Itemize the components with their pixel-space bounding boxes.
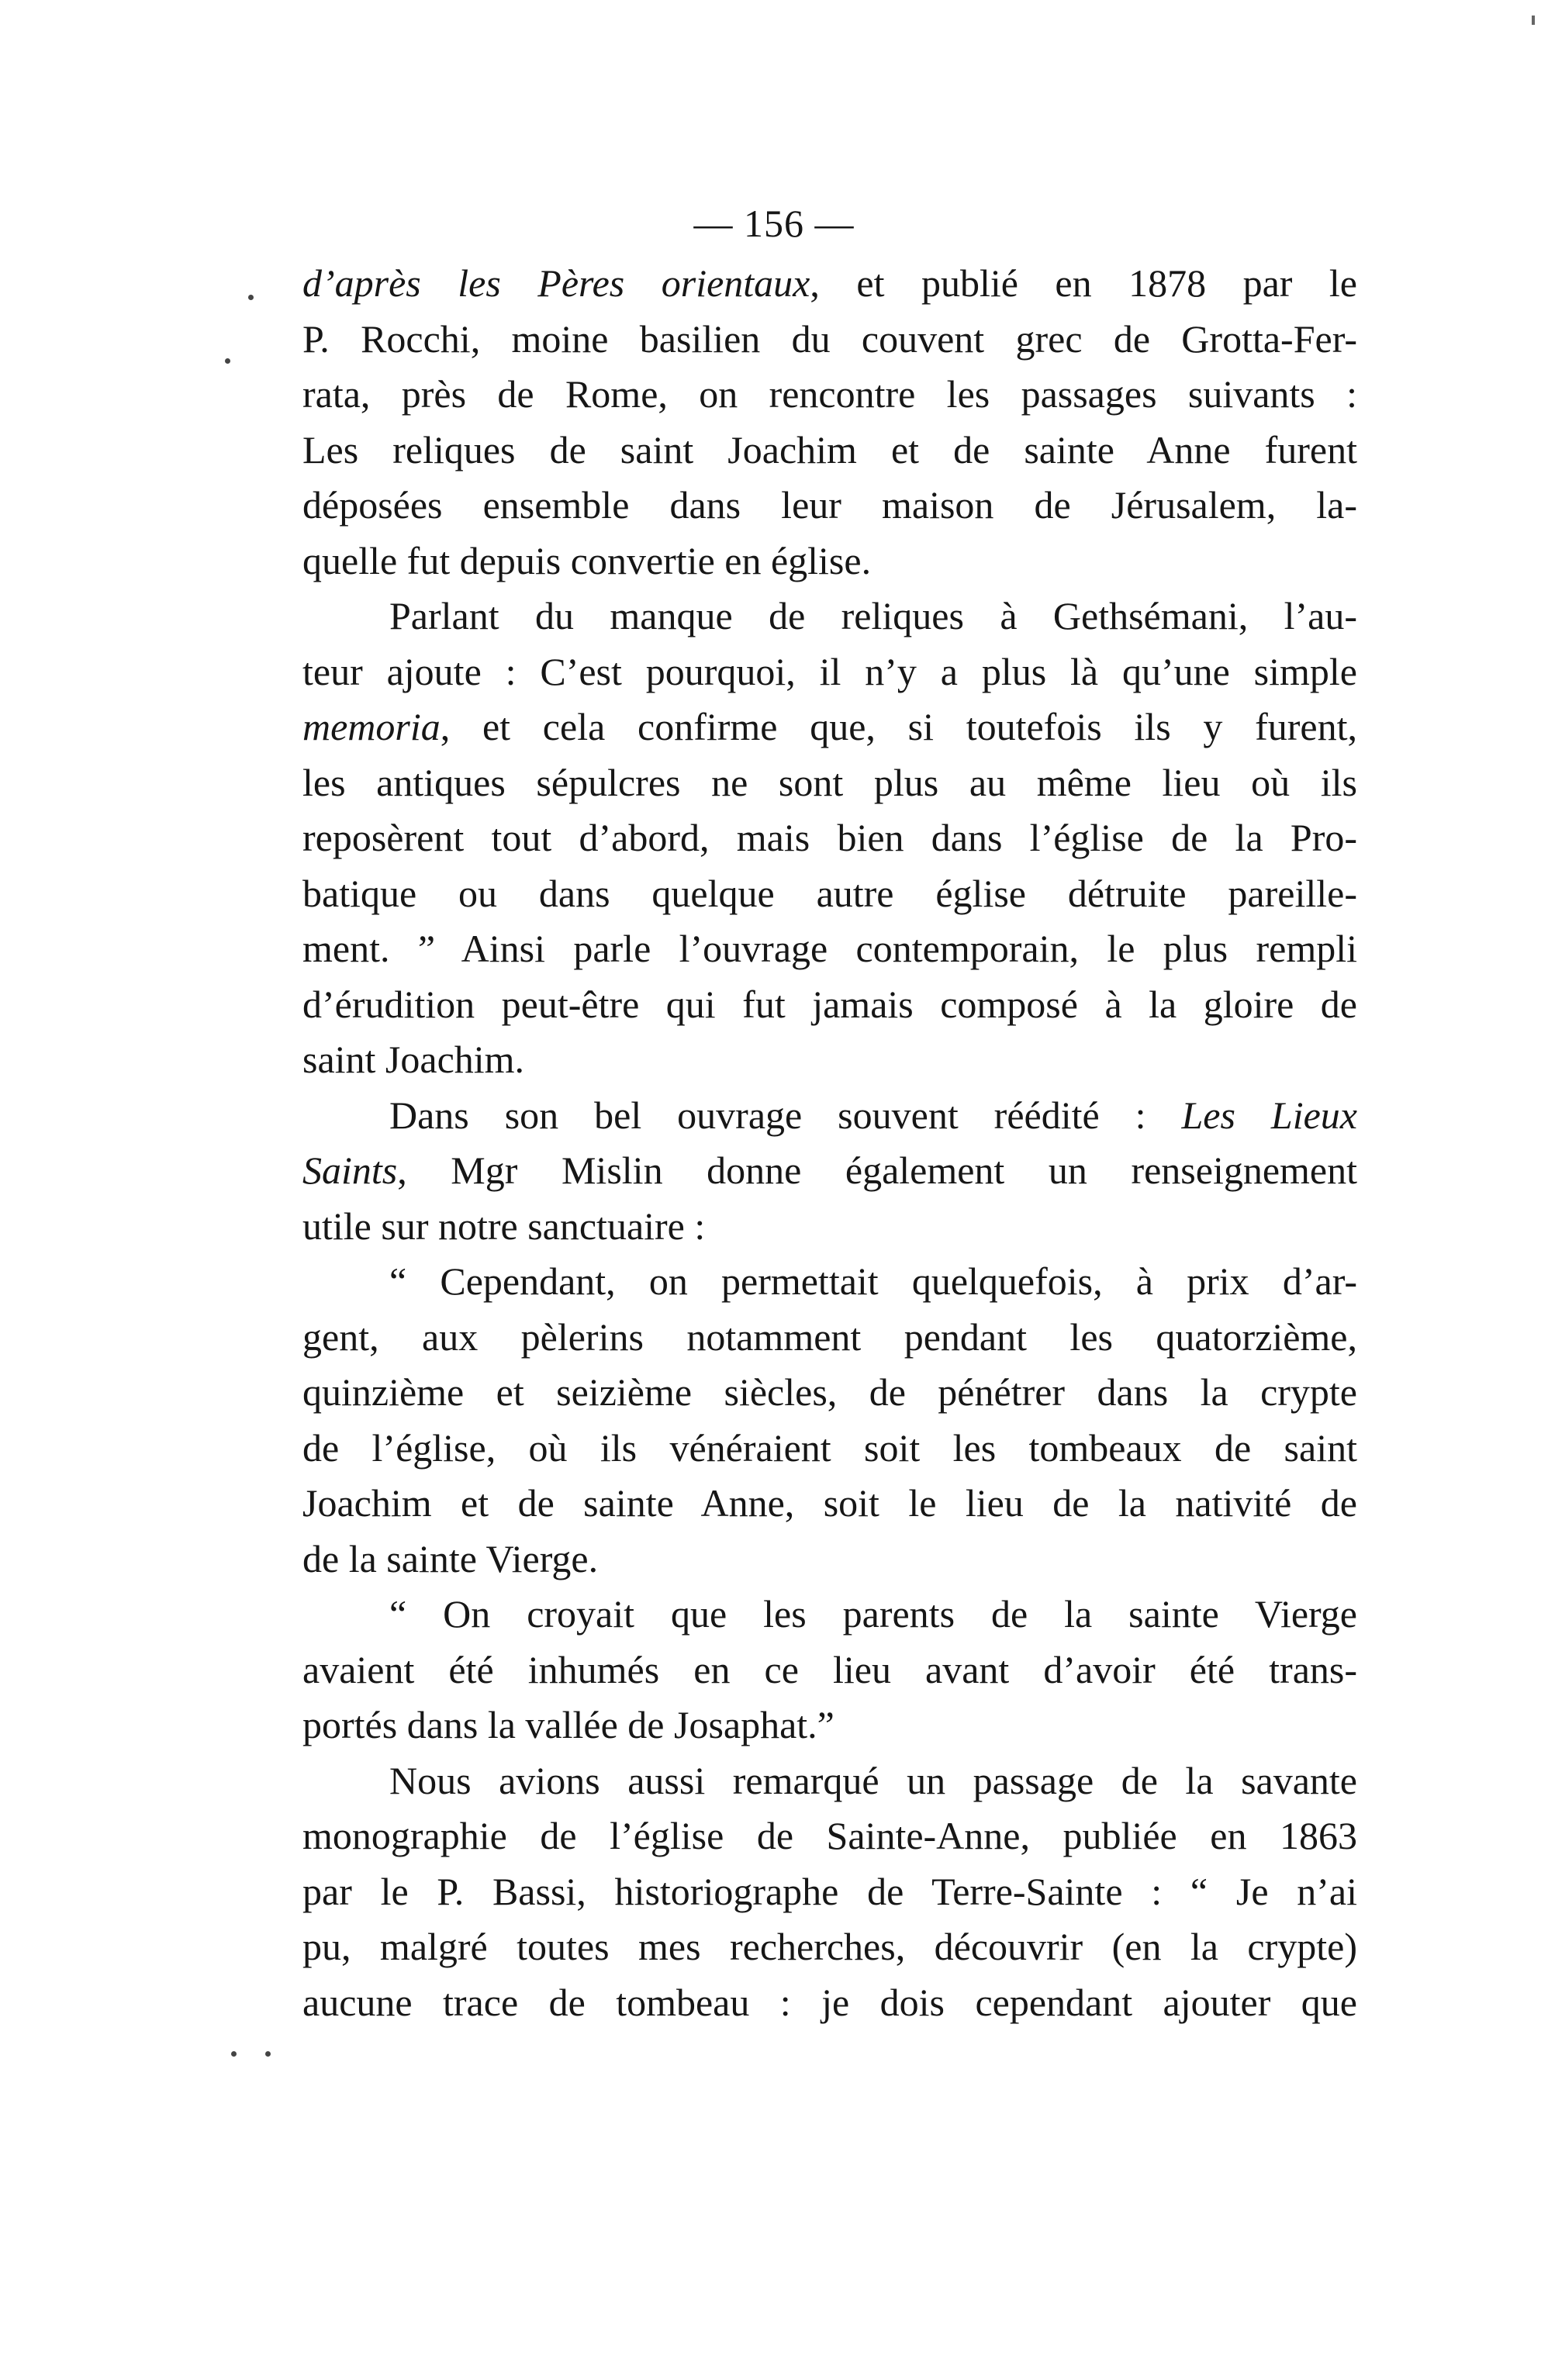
text-line bbox=[302, 977, 1357, 1033]
text-line bbox=[302, 1864, 1357, 1920]
text-run: monographie de l’église de Sainte-Anne, publiée en 1863 bbox=[302, 1814, 1357, 1857]
margin-dot bbox=[265, 2051, 271, 2057]
text-run: quelle fut depuis convertie en église. bbox=[302, 538, 872, 582]
text-run: utile sur notre sanctuaire : bbox=[302, 1204, 706, 1248]
text-line bbox=[302, 1254, 1357, 1310]
text-run: rata, près de Rome, on rencontre les passages suivants : bbox=[302, 372, 1357, 416]
text-line bbox=[302, 312, 1357, 368]
text-run: ment. ” Ainsi parle l’ouvrage contemporain, le plus rempli bbox=[302, 927, 1357, 970]
margin-dot bbox=[231, 2051, 237, 2057]
text-run: de la sainte Vierge. bbox=[302, 1536, 599, 1580]
body-text bbox=[302, 256, 1357, 2030]
text-line bbox=[302, 1808, 1357, 1864]
text-line bbox=[302, 1143, 1357, 1199]
text-line bbox=[302, 755, 1357, 811]
text-line bbox=[302, 810, 1357, 866]
text-line bbox=[302, 1199, 1357, 1255]
text-run: batique ou dans quelque autre église détruite pareille- bbox=[302, 871, 1357, 915]
text-line bbox=[302, 1532, 1357, 1587]
text-line bbox=[302, 1421, 1357, 1477]
text-run: portés dans la vallée de Josaphat.” bbox=[302, 1703, 834, 1746]
text-line bbox=[302, 699, 1357, 755]
text-run: quinzième et seizième siècles, de pénétrer dans la crypte bbox=[302, 1370, 1357, 1414]
text-line bbox=[302, 423, 1357, 478]
page-number: — 156 — bbox=[693, 202, 855, 245]
text-run: aucune trace de tombeau : je dois cependant ajouter que bbox=[302, 1980, 1357, 2024]
text-line bbox=[302, 256, 1357, 312]
text-run: Parlant du manque de reliques à Gethsémani, l’au- bbox=[389, 594, 1357, 637]
text-line bbox=[302, 866, 1357, 922]
text-run: Joachim et de sainte Anne, soit le lieu de la nativité de bbox=[302, 1481, 1357, 1525]
text-line bbox=[302, 534, 1357, 589]
margin-dot bbox=[248, 295, 254, 300]
italic-text: Les Lieux bbox=[1181, 1093, 1357, 1137]
edge-mark bbox=[1532, 16, 1535, 25]
text-run: gent, aux pèlerins notamment pendant les quatorzième, bbox=[302, 1314, 1357, 1359]
margin-dot bbox=[225, 358, 230, 364]
text-line bbox=[302, 1088, 1357, 1144]
text-line bbox=[302, 1476, 1357, 1532]
text-line bbox=[302, 1753, 1357, 1809]
text-run: d’érudition peut-être qui fut jamais composé à la gloire de bbox=[302, 982, 1357, 1026]
text-run: par le P. Bassi, historiographe de Terre-Sainte : “ Je n’ai bbox=[302, 1869, 1357, 1913]
text-line bbox=[302, 478, 1357, 534]
text-run: Dans son bel ouvrage souvent réédité : bbox=[389, 1093, 1182, 1137]
italic-text: memoria bbox=[302, 705, 441, 748]
italic-text: Saints bbox=[302, 1149, 398, 1192]
text-line bbox=[302, 1310, 1357, 1366]
text-run: P. Rocchi, moine basilien du couvent grec de Grotta-Fer- bbox=[302, 316, 1357, 361]
text-run: , et publié en 1878 par le bbox=[810, 261, 1357, 305]
text-line bbox=[302, 1643, 1357, 1698]
text-line bbox=[302, 1587, 1357, 1643]
text-line bbox=[302, 1365, 1357, 1421]
text-run: teur ajoute : C’est pourquoi, il n’y a plus là qu’une simple bbox=[302, 649, 1357, 693]
text-line bbox=[302, 1975, 1357, 2031]
text-line bbox=[302, 1032, 1357, 1088]
text-run: pu, malgré toutes mes recherches, découvrir (en la crypte) bbox=[302, 1925, 1357, 1968]
text-run: saint Joachim. bbox=[302, 1038, 525, 1081]
text-run: les antiques sépulcres ne sont plus au même lieu où ils bbox=[302, 760, 1357, 804]
italic-text: d’après les Pères orientaux bbox=[302, 261, 810, 305]
text-run: reposèrent tout d’abord, mais bien dans l’église de la Pro- bbox=[302, 816, 1357, 859]
text-run: “ On croyait que les parents de la sainte Vierge bbox=[389, 1592, 1357, 1636]
text-run: Nous avions aussi remarqué un passage de la savante bbox=[389, 1758, 1357, 1802]
text-run: avaient été inhumés en ce lieu avant d’avoir été trans- bbox=[302, 1647, 1357, 1691]
text-line bbox=[302, 589, 1357, 644]
text-run: “ Cependant, on permettait quelquefois, à prix d’ar- bbox=[389, 1259, 1357, 1303]
text-line bbox=[302, 921, 1357, 977]
text-line bbox=[302, 1698, 1357, 1753]
text-run: de l’église, où ils vénéraient soit les tombeaux de saint bbox=[302, 1425, 1357, 1470]
text-run: , Mgr Mislin donne également un renseignement bbox=[397, 1149, 1357, 1192]
text-line bbox=[302, 367, 1357, 423]
text-line bbox=[302, 644, 1357, 700]
text-run: , et cela confirme que, si toutefois ils y furent, bbox=[440, 705, 1357, 748]
text-run: Les reliques de saint Joachim et de sainte Anne furent bbox=[302, 427, 1357, 472]
text-run: déposées ensemble dans leur maison de Jérusalem, la- bbox=[302, 483, 1357, 527]
text-line bbox=[302, 1919, 1357, 1975]
